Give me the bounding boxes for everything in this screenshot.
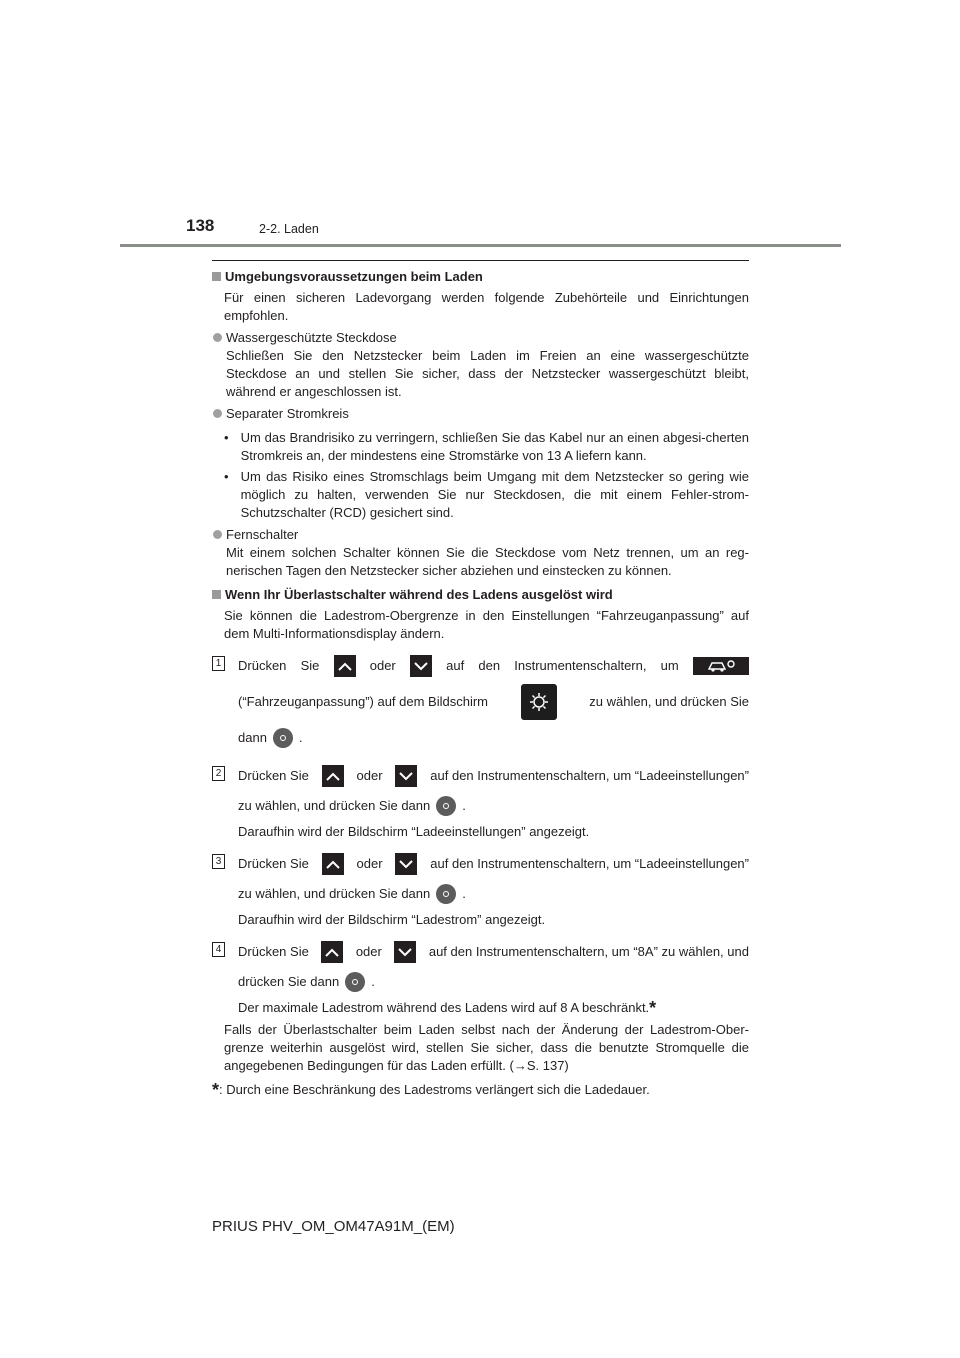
bullet-item [212, 329, 749, 401]
circle-bullet-icon [213, 409, 222, 418]
up-arrow-button-icon [322, 765, 344, 787]
bullet-text: Schließen Sie den Netzstecker beim Laden im Freien an eine wassergeschützte Steckdose an und stellen Sie sicher, dass der Netzstecker wassergeschützt bleibt, während er angeschlossen ist. [226, 348, 749, 399]
section-heading: Umgebungsvoraussetzungen beim Laden [212, 268, 749, 286]
content-top-rule [212, 260, 749, 261]
up-arrow-button-icon [322, 853, 344, 875]
step-number: 4 [212, 942, 225, 957]
square-bullet-icon [212, 590, 221, 599]
header-rule [120, 244, 841, 247]
step-number: 2 [212, 766, 225, 781]
circle-bullet-icon [213, 530, 222, 539]
up-arrow-button-icon [334, 655, 356, 677]
ok-button-icon [436, 884, 456, 904]
step-number: 1 [212, 656, 225, 671]
footer-doc-id: PRIUS PHV_OM_OM47A91M_(EM) [212, 1218, 455, 1235]
down-arrow-button-icon [395, 853, 417, 875]
section-intro: Sie können die Ladestrom-Obergrenze in den Einstellungen “Fahrzeuganpassung” auf dem Multi-Informationsdisplay ändern. [224, 608, 749, 641]
sub-item: • Um das Brandrisiko zu verringern, schließen Sie das Kabel nur an einen abgesi-cherten Stromkreis an, der mindestens eine Stromstärke von 13 A liefern kann. [224, 430, 749, 463]
section-intro: Für einen sicheren Ladevorgang werden folgende Zubehörteile und Einrichtungen empfohlen. [224, 290, 749, 323]
footnote-star: * [649, 998, 657, 1018]
section-title: 2-2. Laden [259, 222, 319, 236]
down-arrow-button-icon [394, 941, 416, 963]
page-number: 138 [186, 216, 215, 235]
down-arrow-button-icon [410, 655, 432, 677]
step-4: 4 Drücken Sie oder auf den Instrumentenschaltern, um “8A” zu wählen, und drücken Sie dann . Der maximale Ladestrom während des Ladens wird auf 8 A beschränkt.* [212, 939, 749, 1017]
bullet-text: Mit einem solchen Schalter können Sie die Steckdose vom Netz trennen, um an reg-nerischen Tagen den Netzstecker sicher abziehen und einstecken zu können. [226, 545, 749, 578]
footnote: *: Durch eine Beschränkung des Ladestroms verlängert sich die Ladedauer. [212, 1080, 650, 1100]
step-number: 3 [212, 854, 225, 869]
ok-button-icon [273, 728, 293, 748]
step-2: 2 Drücken Sie oder auf den Instrumentenschaltern, um “Ladeeinstellungen” zu wählen, und drücken Sie dann . Daraufhin wird der Bildschirm “Ladeeinstellungen” angezeigt. [212, 763, 749, 841]
settings-gear-icon [521, 684, 557, 720]
step-3: 3 Drücken Sie oder auf den Instrumentenschaltern, um “Ladeeinstellungen” zu wählen, und drücken Sie dann . Daraufhin wird der Bildschirm “Ladestrom” angezeigt. [212, 851, 749, 929]
ok-button-icon [436, 796, 456, 816]
square-bullet-icon [212, 272, 221, 281]
step-note: Daraufhin wird der Bildschirm “Ladestrom” angezeigt. [238, 912, 546, 927]
sub-item: • Um das Risiko eines Stromschlags beim Umgang mit dem Netzstecker so gering wie möglich zu halten, verwenden Sie nur Steckdosen, die mit einem Fehler-strom-Schutzschalter (RCD) gesichert sind. [224, 469, 749, 520]
bullet-title: Fernschalter [226, 527, 299, 542]
ok-button-icon [345, 972, 365, 992]
step-note: Der maximale Ladestrom während des Ladens wird auf 8 A beschränkt.* [238, 998, 657, 1018]
down-arrow-button-icon [395, 765, 417, 787]
bullet-title: Wassergeschützte Steckdose [226, 330, 397, 345]
step-note: Daraufhin wird der Bildschirm “Ladeeinstellungen” angezeigt. [238, 824, 590, 839]
vehicle-customization-icon [693, 657, 749, 675]
closing-paragraph: Falls der Überlastschalter beim Laden selbst nach der Änderung der Ladestrom-Ober-grenze weiterhin ausgelöst wird, stellen Sie sicher, dass die benutzte Stromquelle die angegebenen Bedingungen für das Laden erfüllt. (→S. 137) [224, 1022, 749, 1073]
bullet-title: Separater Stromkreis [226, 406, 349, 421]
section-heading: Wenn Ihr Überlastschalter während des Ladens ausgelöst wird [212, 586, 749, 604]
circle-bullet-icon [213, 333, 222, 342]
step-1: 1 Drücken Sie oder auf den Instrumentenschaltern, um (“Fahrzeuganpassung”) auf dem Bildschirm zu wählen, und drücken Sie dann . [212, 653, 749, 755]
content [212, 268, 749, 1099]
up-arrow-button-icon [321, 941, 343, 963]
bullet-item [212, 405, 749, 423]
bullet-item [212, 526, 749, 580]
